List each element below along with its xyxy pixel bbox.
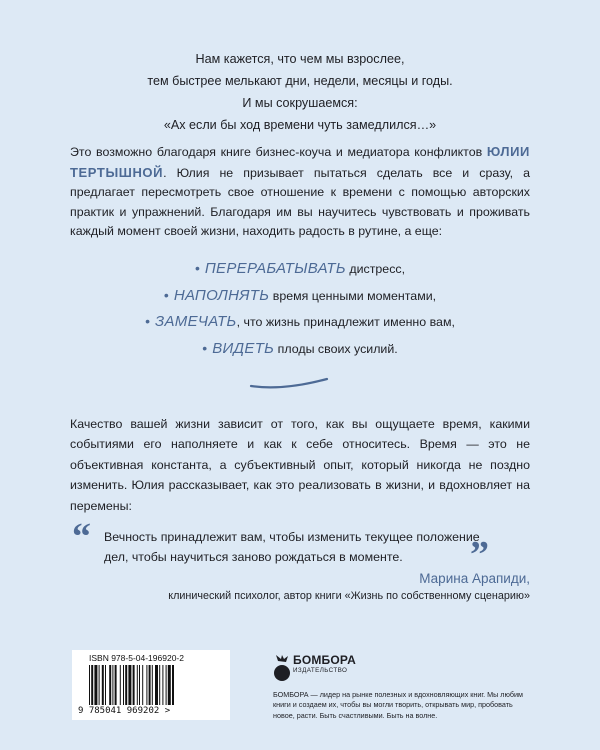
intro-line: тем быстрее мелькают дни, недели, месяцы и годы. [147,74,453,88]
bullet-dot-icon: • [163,286,169,303]
benefit-keyword: ВИДЕТЬ [212,339,275,357]
quote-text: Вечность принадлежит вам, чтобы изменить текущее положение дел, чтобы научиться заново рождаться в моменте. [104,530,480,564]
isbn-number: ISBN 978-5-04-196920-2 [89,653,184,663]
benefit-item [70,336,530,363]
quote-author: Марина Арапиди, [419,571,530,586]
description-paragraph [70,142,530,242]
bullet-dot-icon: • [145,313,150,329]
bullet-dot-icon: • [202,339,208,356]
benefit-keyword: ПЕРЕРАБАТЫВАТЬ [204,260,346,277]
benefit-text: плоды своих усилий. [274,341,398,356]
bullet-dot-icon: • [194,260,200,276]
benefit-item [70,283,530,310]
description-rest: . Юлия не призывает пытаться сделать все и сразу, а предлагает пересмотреть свое отношение к времени с помощью авторских практик и упражнений. Благодаря им вы научитесь чувствовать и проживать каждый момент своей жизни, находить радость в рутине, а еще: [70,165,530,239]
decorative-swoosh-icon [249,376,329,390]
quote-open-icon: “ [72,516,91,558]
author-name: ЮЛИИ ТЕРТЫШНОЙ [70,144,530,180]
benefit-list [70,256,530,362]
intro-line: «Ах если бы ход времени чуть замедлился…» [163,118,437,132]
benefit-item [70,256,530,283]
publisher-description: БОМБОРА — лидер на рынке полезных и вдохновляющих книг. Мы любим книги и создаем их, чтобы вы могли творить, открывать мир, пробовать новое, расти. Быть счастливыми. Быть на волне. [273,690,523,720]
barcode-digits: 9 785041 969202 > [78,706,171,716]
publisher-brand: БОМБОРА [293,653,356,667]
benefit-text: дистресс, [345,262,406,276]
benefit-item [70,309,530,336]
description-lead: Это возможно благодаря книге бизнес-коуча и медиатора конфликтов [70,145,483,159]
publisher-brand-subtitle: ИЗДАТЕЛЬСТВО [293,667,348,674]
quote-author-role: клинический психолог, автор книги «Жизнь по собственному сценарию» [168,590,530,602]
benefit-text: время ценными моментами, [269,288,437,303]
quality-paragraph: Качество вашей жизни зависит от того, как вы ощущаете время, какими событиями его наполняете и как к себе относитесь. Время — это не объективная константа, а субъективный опыт, который никогда не поздно изменить. Юлия рассказывает, как это реализовать в жизни, и вдохновляет на перемены: [70,417,530,513]
benefit-keyword: НАПОЛНЯТЬ [173,286,270,304]
bombora-logo-icon [273,655,291,685]
intro-line: Нам кажется, что чем мы взрослее, [195,52,405,66]
intro-verse [70,48,530,136]
quote-close-icon: ” [470,534,489,576]
isbn-barcode [72,650,230,720]
intro-line: И мы сокрушаемся: [242,96,358,110]
barcode-bars-icon [89,665,213,705]
benefit-text: , что жизнь принадлежит именно вам, [236,315,455,329]
benefit-keyword: ЗАМЕЧАТЬ [154,313,237,330]
